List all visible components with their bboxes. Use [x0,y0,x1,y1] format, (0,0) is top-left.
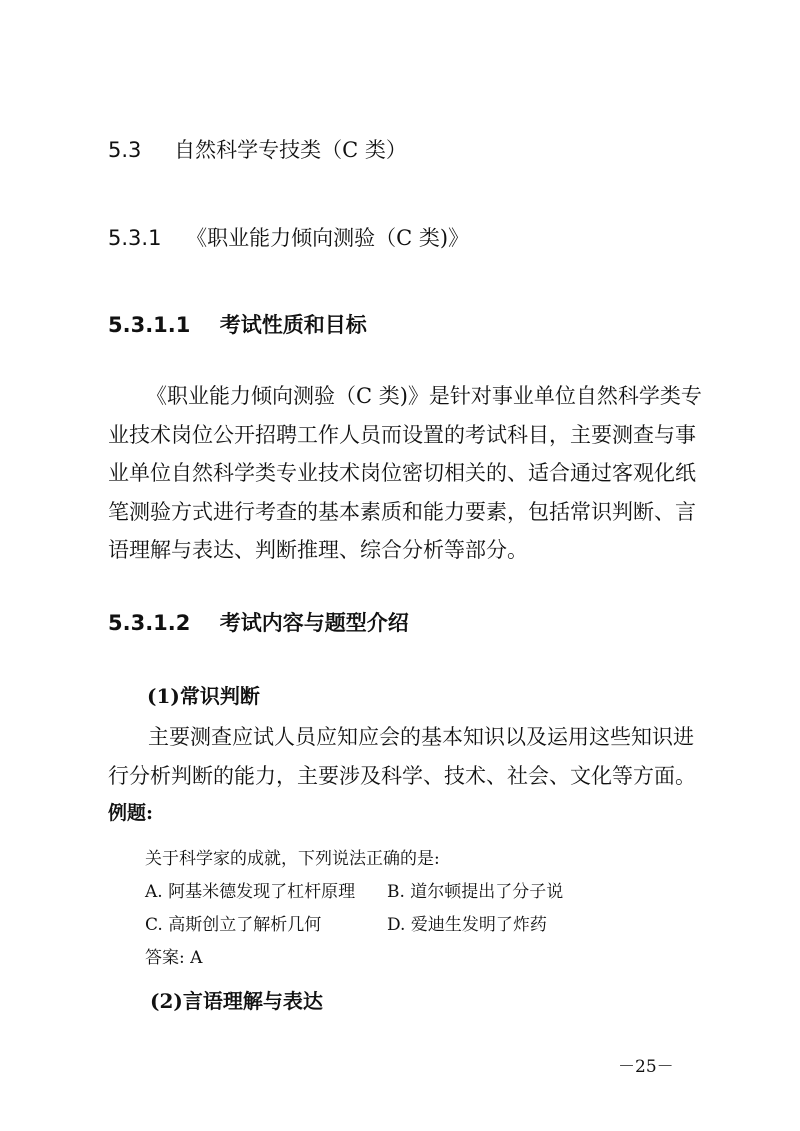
paragraph-line: 主要测查应试人员应知应会的基本知识以及运用这些知识进 [148,725,694,749]
paragraph-line: 语理解与表达、判断推理、综合分析等部分。 [108,538,528,562]
example-label: 例题: [108,802,154,824]
part1-description [108,718,720,795]
example-option-c: C. 高斯创立了解析几何 [145,915,322,935]
example-question: 关于科学家的成就，下列说法正确的是: [145,849,440,869]
section-5-3-1-heading [108,222,469,252]
paragraph-line: 业单位自然科学类专业技术岗位密切相关的、适合通过客观化纸 [108,461,696,485]
section-5-3-1-2-heading [108,607,409,637]
page-number: －25－ [618,1057,674,1077]
example-option-d: D. 爱迪生发明了炸药 [387,915,547,935]
section-title: 《职业能力倾向测验（C 类)》 [186,226,470,250]
paragraph-line: 业技术岗位公开招聘工作人员而设置的考试科目，主要测查与事 [108,422,696,447]
section-number: 5.3.1 [108,226,162,250]
example-option-b: B. 道尔顿提出了分子说 [387,882,564,902]
section-number: 5.3.1.2 [108,611,191,635]
section-title: 考试性质和目标 [219,312,367,337]
example-answer: 答案: A [145,948,203,968]
part2-heading: (2)言语理解与表达 [150,989,323,1013]
example-option-a: A. 阿基米德发现了杠杆原理 [145,882,356,902]
intro-paragraph [108,377,720,570]
section-number: 5.3.1.1 [108,313,191,337]
section-number: 5.3 [108,138,142,162]
paragraph-line: 笔测验方式进行考查的基本素质和能力要素，包括常识判断、言 [108,499,696,524]
section-5-3-heading [108,134,407,164]
paragraph-line: 《职业能力倾向测验（C 类)》是针对事业单位自然科学类专 [146,384,702,408]
section-title: 自然科学专技类（C 类） [174,138,407,162]
section-5-3-1-1-heading [108,309,367,339]
part1-heading: (1)常识判断 [147,684,260,708]
paragraph-line: 行分析判断的能力，主要涉及科学、技术、社会、文化等方面。 [108,763,696,788]
section-title: 考试内容与题型介绍 [219,610,409,635]
